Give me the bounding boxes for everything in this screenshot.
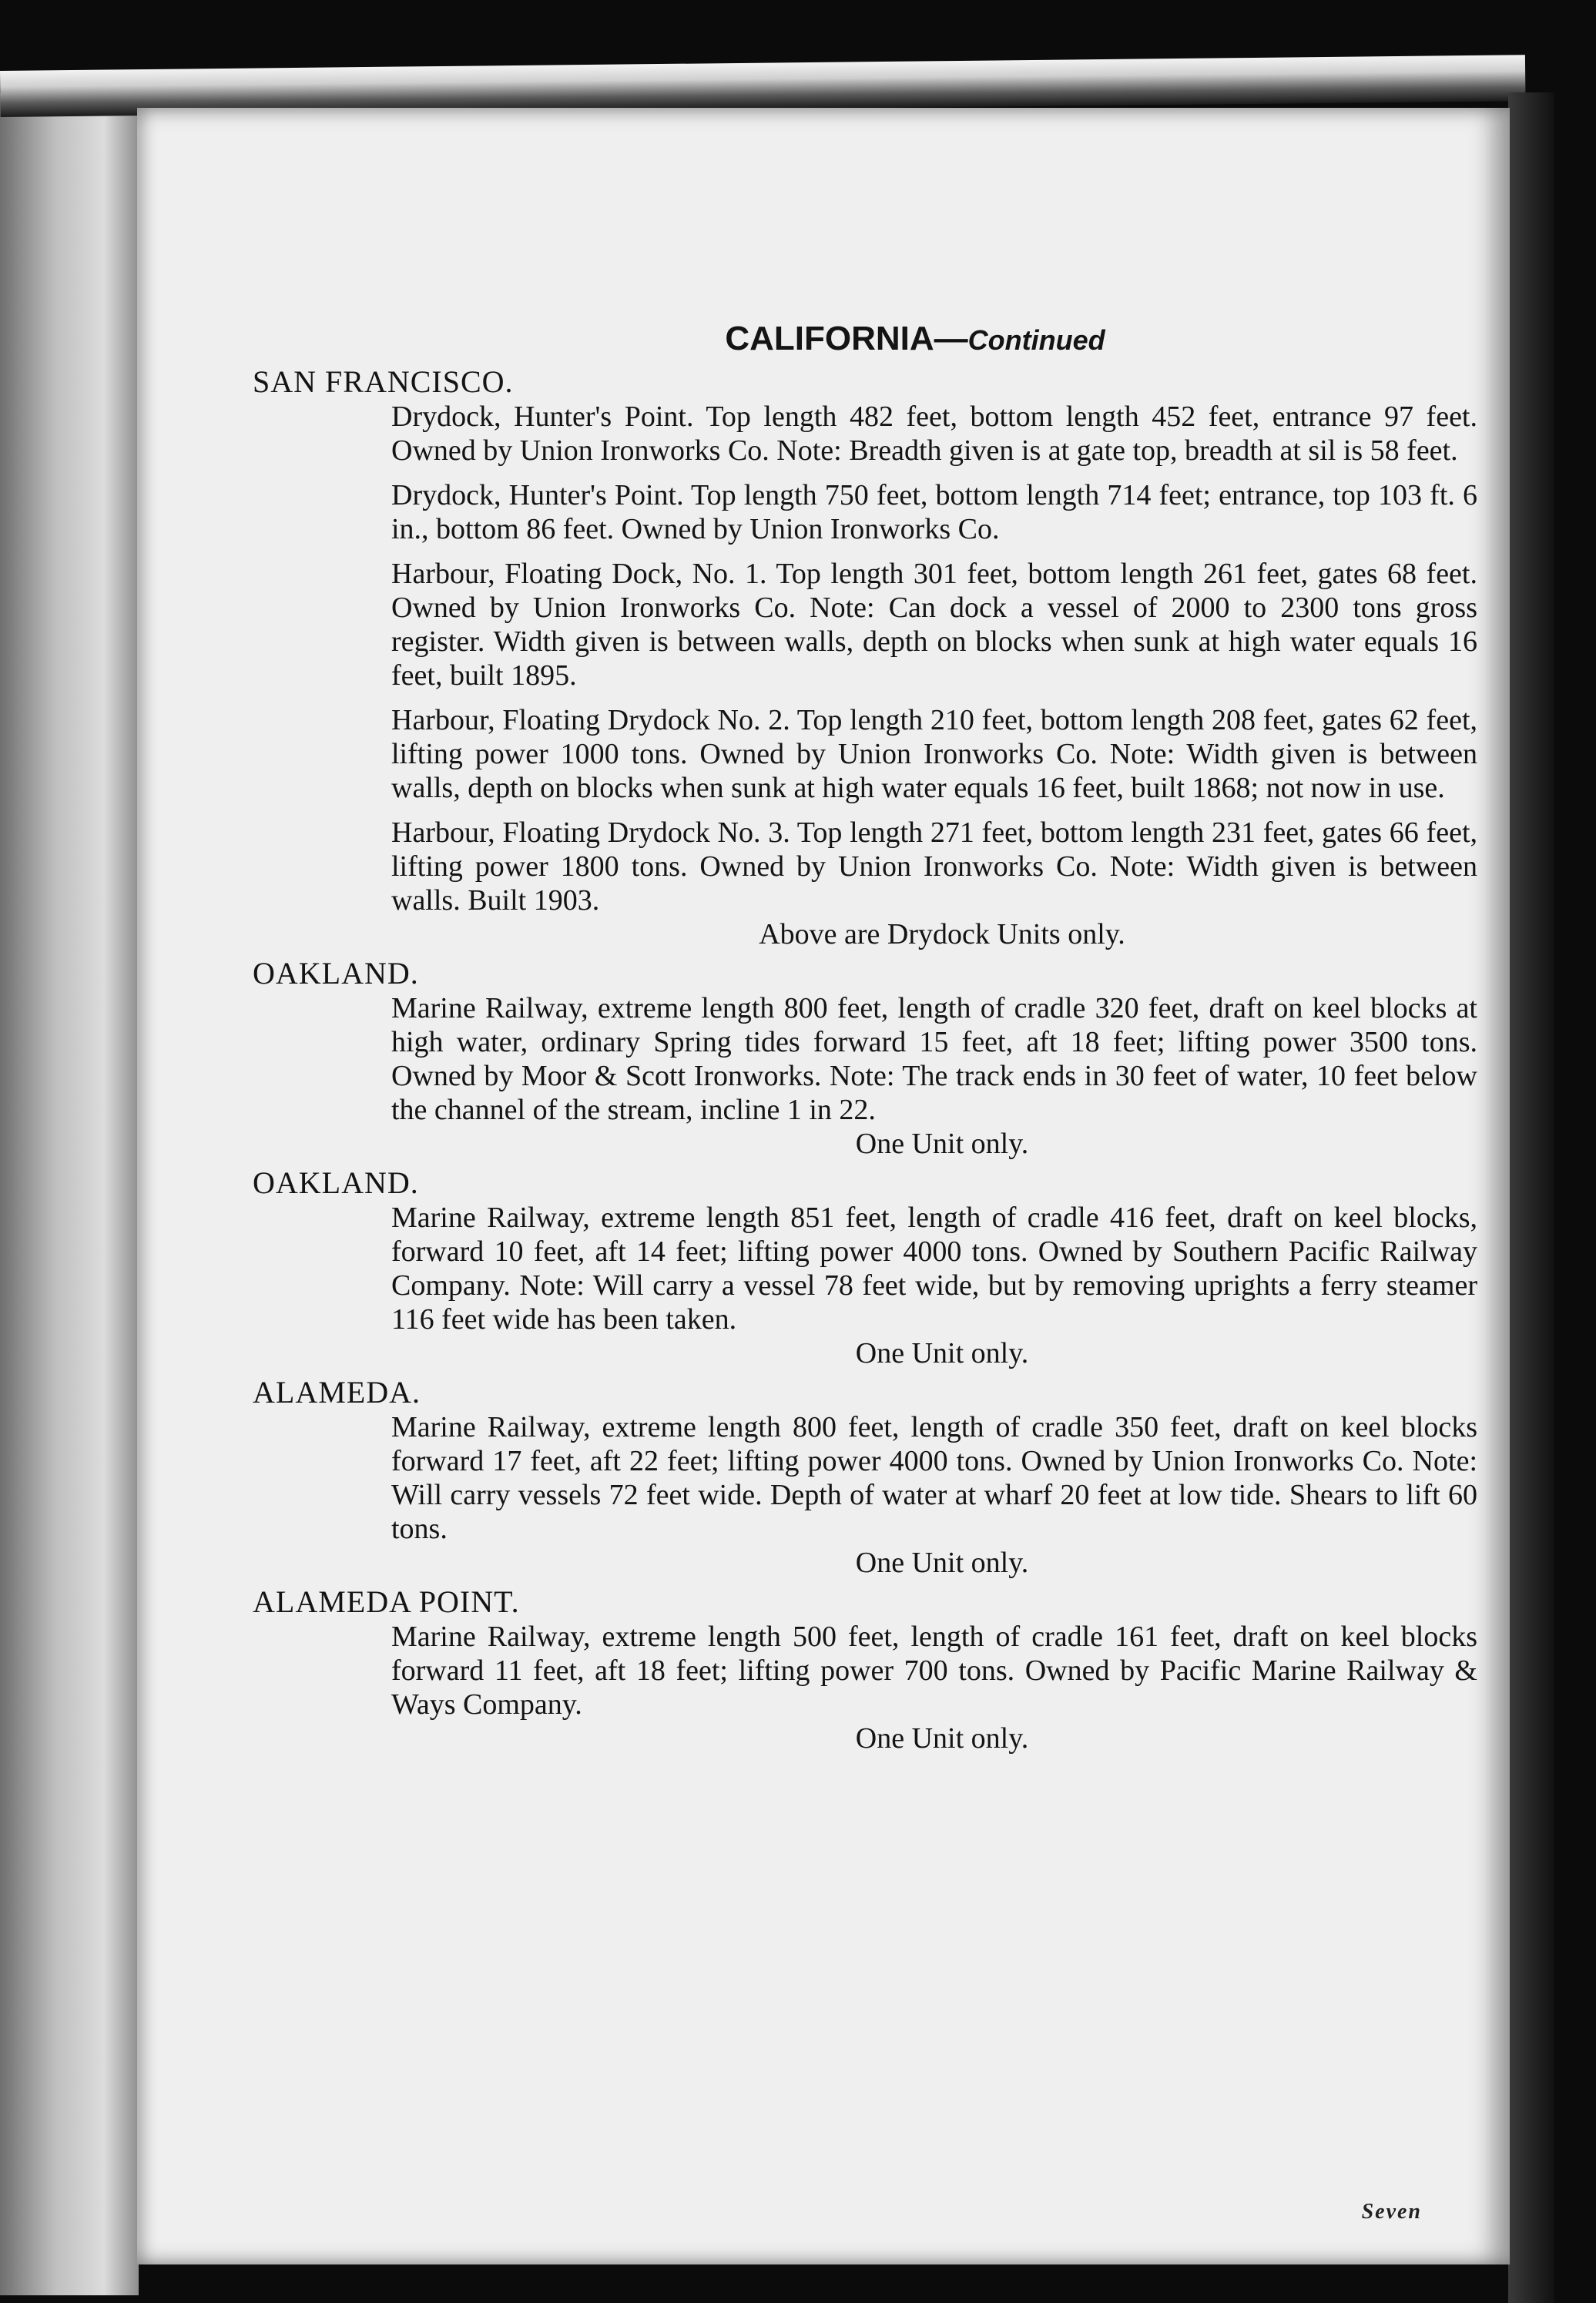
scan-right-shadow	[1508, 92, 1554, 2303]
place-name: OAKLAND.	[253, 956, 419, 991]
page-content	[253, 320, 1477, 1760]
unit-note: One Unit only.	[855, 1547, 1029, 1579]
page-heading	[253, 320, 1477, 358]
scan-left-edge	[0, 92, 139, 2295]
dock-entry: Marine Railway, extreme length 800 feet, length of cradle 350 feet, draft on keel blocks forward 17 feet, aft 22 feet; lifting power 4000 tons. Owned by Union Ironworks Co. Note: Will carry vessels 72 feet wide. Depth of water at wharf 20 feet at low tide. Shears to lift 60 tons.	[391, 1411, 1477, 1545]
place-name: ALAMEDA.	[253, 1375, 421, 1410]
section-oakland-2	[253, 1165, 1477, 1370]
section-oakland-1	[253, 956, 1477, 1161]
section-alameda-point	[253, 1584, 1477, 1755]
heading-continued: Continued	[967, 324, 1105, 356]
unit-note: One Unit only.	[855, 1128, 1029, 1160]
unit-note: Above are Drydock Units only.	[759, 918, 1125, 950]
dock-entry: Harbour, Floating Drydock No. 2. Top length 210 feet, bottom length 208 feet, gates 62 feet, lifting power 1000 tons. Owned by Union Ironworks Co. Note: Width given is between walls, depth on blocks when sunk at high water equals 16 feet, built 1868; not now in use.	[391, 704, 1477, 804]
place-name: SAN FRANCISCO.	[253, 364, 514, 399]
heading-dash: —	[934, 320, 968, 357]
document-page	[137, 108, 1510, 2264]
unit-note: One Unit only.	[855, 1722, 1029, 1755]
section-alameda	[253, 1375, 1477, 1580]
heading-main: CALIFORNIA	[725, 320, 934, 357]
page-number: Seven	[1361, 2200, 1422, 2224]
dock-entry: Drydock, Hunter's Point. Top length 482 feet, bottom length 452 feet, entrance 97 feet. Owned by Union Ironworks Co. Note: Breadth given is at gate top, breadth at sil is 58 feet.	[391, 401, 1477, 467]
dock-entry: Marine Railway, extreme length 800 feet, length of cradle 320 feet, draft on keel blocks at high water, ordinary Spring tides forward 15 feet, aft 18 feet; lifting power 3500 tons. Owned by Moor & Scott Ironworks. Note: The track ends in 30 feet of water, 10 feet below the channel of the stream, incline 1 in 22.	[391, 992, 1477, 1126]
place-name: OAKLAND.	[253, 1165, 419, 1200]
dock-entry: Marine Railway, extreme length 851 feet, length of cradle 416 feet, draft on keel blocks, forward 10 feet, aft 14 feet; lifting power 4000 tons. Owned by Southern Pacific Railway Company. Note: Will carry a vessel 78 feet wide, but by removing uprights a ferry steamer 116 feet wide has been taken.	[391, 1202, 1477, 1336]
section-san-francisco	[253, 364, 1477, 951]
dock-entry: Drydock, Hunter's Point. Top length 750 feet, bottom length 714 feet; entrance, top 103 ft. 6 in., bottom 86 feet. Owned by Union Ironworks Co.	[391, 479, 1477, 545]
dock-entry: Marine Railway, extreme length 500 feet, length of cradle 161 feet, draft on keel blocks forward 11 feet, aft 18 feet; lifting power 700 tons. Owned by Pacific Marine Railway & Ways Company.	[391, 1621, 1477, 1721]
dock-entry: Harbour, Floating Drydock No. 3. Top length 271 feet, bottom length 231 feet, gates 66 feet, lifting power 1800 tons. Owned by Union Ironworks Co. Note: Width given is between walls. Built 1903.	[391, 816, 1477, 917]
unit-note: One Unit only.	[855, 1337, 1029, 1369]
dock-entry: Harbour, Floating Dock, No. 1. Top length 301 feet, bottom length 261 feet, gates 68 feet. Owned by Union Ironworks Co. Note: Can dock a vessel of 2000 to 2300 tons gross register. Width given is between walls, depth on blocks when sunk at high water equals 16 feet, built 1895.	[391, 558, 1477, 692]
place-name: ALAMEDA POINT.	[253, 1584, 520, 1619]
